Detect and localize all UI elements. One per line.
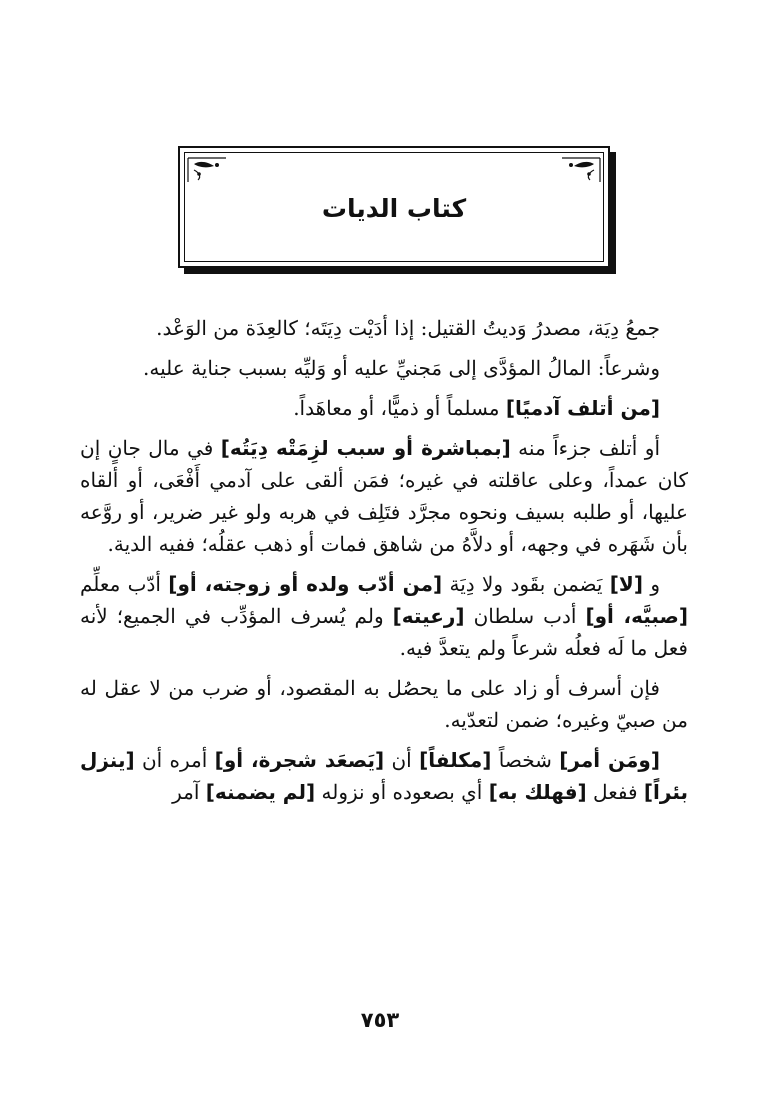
sharh-text: فإن أسرف أو زاد على ما يحصُل به المقصود، أو ضرب من لا عقل له من صبيّ وغيره؛ ضمن لتعدّيه. xyxy=(80,676,688,732)
sharh-text: أدب سلطان xyxy=(464,604,586,628)
matn-text: [يَصعَد شجرة، أو] xyxy=(214,748,385,772)
sharh-text: و xyxy=(642,572,660,596)
matn-text: [صبيَّه، أو] xyxy=(585,604,688,628)
chapter-title-frame xyxy=(178,146,610,268)
matn-text: [من أدّب ولده أو زوجته، أو] xyxy=(168,572,443,596)
matn-text: [ومَن أمر] xyxy=(559,748,660,772)
floral-ornament-icon xyxy=(186,154,228,184)
paragraph xyxy=(80,432,688,560)
sharh-text: في مال جانٍ إن كان عمداً، وعلى عاقلته في غيره؛ فمَن ألقى على آدمي أَفْعَى، أو ألقاه عليها، أو طلبه بسيف ونحوه مجرَّد فتَلِف في هربه ولو غير ضرير، أو روَّعه بأن شَهَره في وجهه، أو دلاَّهُ من شاهق فمات أو ذهب عقلُه؛ ففيه الدية. xyxy=(80,436,688,556)
paragraph xyxy=(80,312,688,344)
sharh-text: شخصاً xyxy=(491,748,560,772)
matn-text: [فهلك به] xyxy=(488,780,587,804)
floral-ornament-icon xyxy=(560,154,602,184)
paragraph xyxy=(80,568,688,664)
sharh-text: مسلماً أو ذميًّا، أو معاهَداً. xyxy=(293,396,506,420)
chapter-title: كتاب الديات xyxy=(321,194,467,223)
paragraph xyxy=(80,352,688,384)
sharh-text: أو أتلف جزءاً منه xyxy=(510,436,661,460)
sharh-text: ولم يُسرف المؤدِّب في الجميع؛ لأنه فعل ما لَه فعلُه شرعاً ولم يتعدَّ فيه. xyxy=(80,604,688,660)
matn-text: [رعيته] xyxy=(392,604,465,628)
matn-text: [بمباشرة أو سبب لزِمَتْه دِيَتُه] xyxy=(220,436,511,460)
matn-text: [ينزل بئراً] xyxy=(80,748,688,804)
sharh-text: جمعُ دِيَة، مصدرُ وَديتُ القتيل: إذا أدَيْت دِيَتَه؛ كالعِدَة من الوَعْد. xyxy=(156,316,660,340)
paragraph xyxy=(80,392,688,424)
sharh-text: أمره أن xyxy=(134,748,215,772)
sharh-text: آمر xyxy=(172,780,206,804)
page-body xyxy=(80,312,688,816)
matn-text: [لم يضمنه] xyxy=(205,780,316,804)
sharh-text: أن xyxy=(384,748,420,772)
sharh-text: أدّب معلِّم xyxy=(80,572,169,596)
matn-text: [من أتلف آدميًا] xyxy=(505,396,660,420)
sharh-text: ففعل xyxy=(586,780,644,804)
sharh-text: وشرعاً: المالُ المؤدَّى إلى مَجنيِّ عليه أو وَليِّه بسبب جناية عليه. xyxy=(143,356,660,380)
sharh-text: أي بصعوده أو نزوله xyxy=(315,780,489,804)
matn-text: [مكلفاً] xyxy=(419,748,492,772)
page-number: ٧٥٣ xyxy=(360,1008,400,1032)
paragraph xyxy=(80,672,688,736)
sharh-text: يَضمن بقَود ولا دِيَة xyxy=(442,572,610,596)
matn-text: [لا] xyxy=(609,572,643,596)
paragraph xyxy=(80,744,688,808)
